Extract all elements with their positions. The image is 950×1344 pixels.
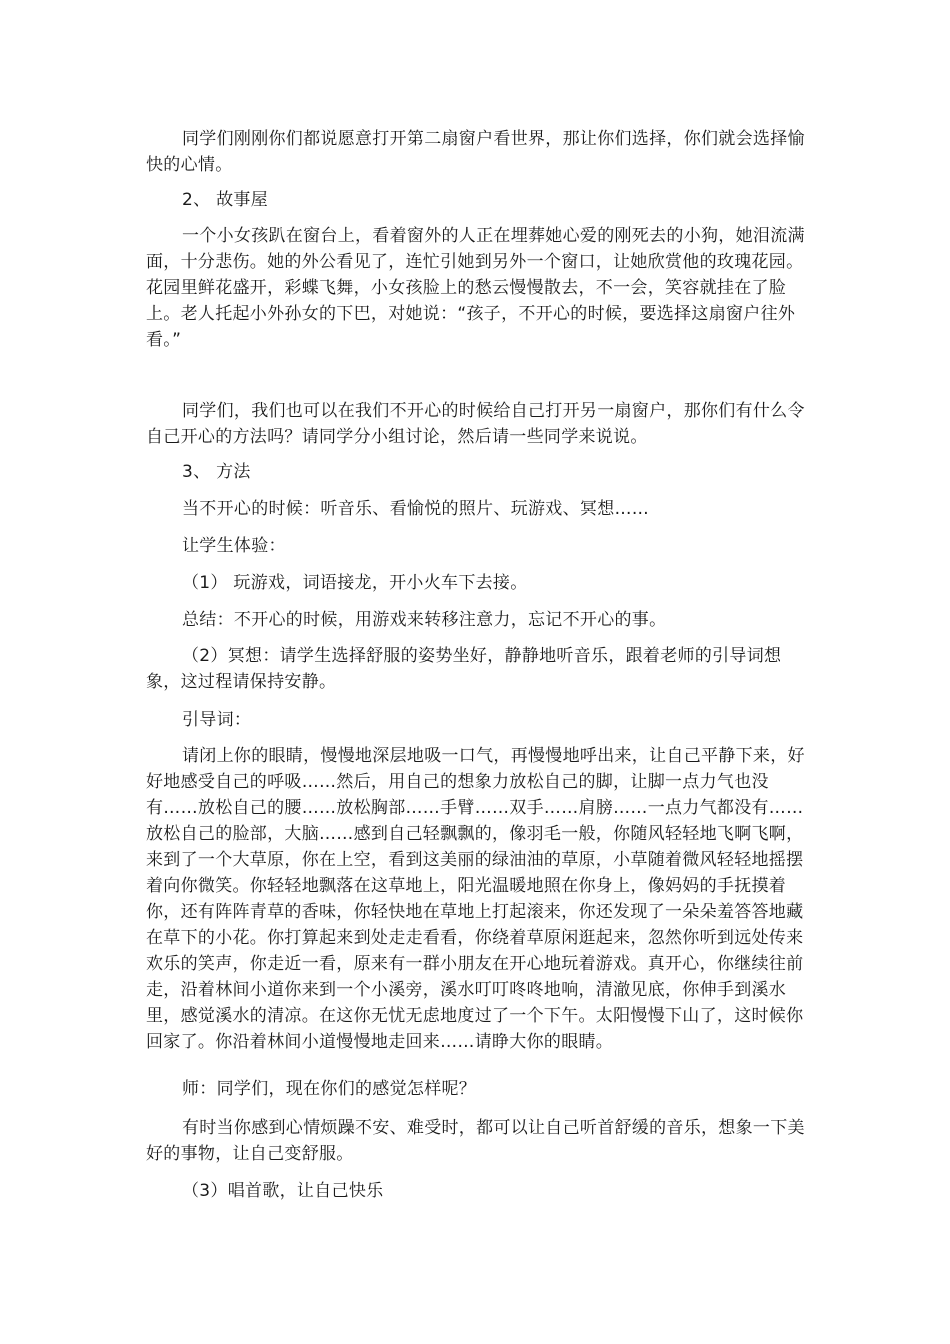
paragraph-experience: 让学生体验： <box>182 536 286 556</box>
section-heading-methods: 3、 方法 <box>182 462 251 482</box>
paragraph-teacher-question: 师：同学们，现在你们的感觉怎样呢？ <box>182 1079 477 1099</box>
paragraph-story: 一个小女孩趴在窗台上，看着窗外的人正在埋葬她心爱的刚死去的小狗，她泪流满面，十分悲伤。她的外公看见了，连忙引她到另外一个窗口，让她欣赏他的玫瑰花园。花园里鲜花盛开，彩蝶飞舞，小女孩脸上的愁云慢慢散去，不一会，笑容就挂在了脸上。老人托起小外孙女的下巴，对她说：“孩子，不开心的时候，要选择这扇窗户往外看。” <box>146 226 805 350</box>
section-heading-story: 2、 故事屋 <box>182 190 269 210</box>
paragraph-guide-label: 引导词： <box>182 710 252 730</box>
paragraph-meditation: （2）冥想：请学生选择舒服的姿势坐好，静静地听音乐，跟着老师的引导词想象，这过程请保持安静。 <box>146 646 782 692</box>
paragraph-discussion: 同学们，我们也可以在我们不开心的时候给自己打开另一扇窗户，那你们有什么令自己开心的方法吗？请同学分小组讨论，然后请一些同学来说说。 <box>146 401 805 447</box>
paragraph-summary: 总结：不开心的时候，用游戏来转移注意力，忘记不开心的事。 <box>182 610 667 630</box>
paragraph-methods-list: 当不开心的时候：听音乐、看愉悦的照片、玩游戏、冥想…… <box>182 499 650 519</box>
paragraph-game: （1） 玩游戏，词语接龙，开小火车下去接。 <box>182 573 528 593</box>
paragraph-music-advice: 有时当你感到心情烦躁不安、难受时，都可以让自己听首舒缓的音乐，想象一下美好的事物，让自己变舒服。 <box>146 1118 805 1164</box>
paragraph-sing: （3）唱首歌，让自己快乐 <box>182 1181 384 1201</box>
paragraph-intro: 同学们刚刚你们都说愿意打开第二扇窗户看世界，那让你们选择，你们就会选择愉快的心情。 <box>146 129 805 175</box>
paragraph-guide-text: 请闭上你的眼睛，慢慢地深层地吸一口气，再慢慢地呼出来，让自己平静下来，好好地感受自己的呼吸……然后，用自己的想象力放松自己的脚，让脚一点力气也没有……放松自己的腰……放松胸部……手臂……双手……肩膀……一点力气都没有……放松自己的脸部，大脑……感到自己轻飘飘的，像羽毛一般，你随风轻轻地飞啊飞啊，来到了一个大草原，你在上空，看到这美丽的绿油油的草原，小草随着微风轻轻地摇摆着向你微笑。你轻轻地飘落在这草地上，阳光温暖地照在你身上，像妈妈的手抚摸着你，还有阵阵青草的香味，你轻快地在草地上打起滚来，你还发现了一朵朵羞答答地藏在草下的小花。你打算起来到处走走看看，你绕着草原闲逛起来，忽然你听到远处传来欢乐的笑声，你走近一看，原来有一群小朋友在开心地玩着游戏。真开心，你继续往前走，沿着林间小道你来到一个小溪旁，溪水叮叮咚咚地响，清澈见底，你伸手到溪水里，感觉溪水的清凉。在这你无忧无虑地度过了一个下午。太阳慢慢下山了，这时候你回家了。你沿着林间小道慢慢地走回来……请睁大你的眼睛。 <box>146 746 805 1052</box>
